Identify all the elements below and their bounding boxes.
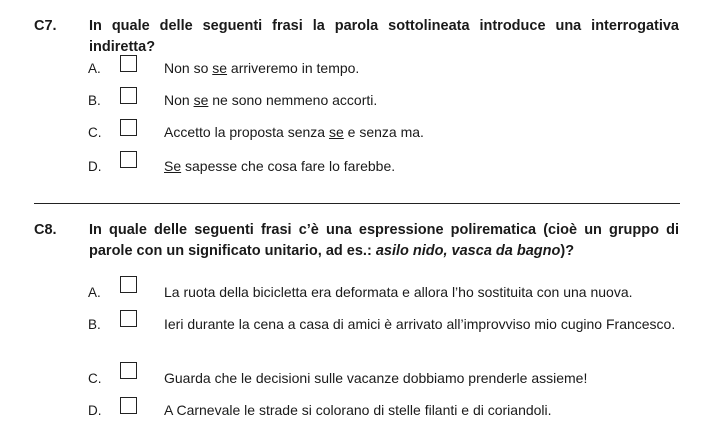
- option-letter: C.: [88, 371, 102, 386]
- option-text: Guarda che le decisioni sulle vacanze dobbiamo prenderle assieme!: [164, 370, 588, 386]
- answer-checkbox[interactable]: [120, 55, 137, 72]
- answer-checkbox[interactable]: [120, 151, 137, 168]
- option-letter: A.: [88, 61, 101, 76]
- answer-checkbox[interactable]: [120, 276, 137, 293]
- question-number-c8: C8.: [34, 222, 57, 238]
- question-text-c7: In quale delle seguenti frasi la parola sottolineata introduce una interrogativa indiretta?: [89, 18, 679, 55]
- question-text-c8: In quale delle seguenti frasi c’è una espressione polirematica (cioè un gruppo di parole con un significato unitario, ad es.: asilo nido, vasca da bagno)?: [89, 222, 679, 259]
- option-letter: B.: [88, 93, 101, 108]
- question-number-c7: C7.: [34, 18, 57, 34]
- option-letter: C.: [88, 125, 102, 140]
- option-text: La ruota della bicicletta era deformata e allora l’ho sostituita con una nuova.: [164, 284, 633, 300]
- section-divider: [34, 203, 680, 204]
- option-text: Non so se arriveremo in tempo.: [164, 60, 360, 76]
- option-letter: B.: [88, 317, 101, 332]
- underlined-word: se: [193, 92, 209, 108]
- example-italic: asilo nido, vasca da bagno: [375, 243, 561, 259]
- option-text: Non se ne sono nemmeno accorti.: [164, 92, 378, 108]
- answer-checkbox[interactable]: [120, 362, 137, 379]
- underlined-word: se: [329, 124, 344, 140]
- option-letter: D.: [88, 403, 102, 418]
- option-letter: A.: [88, 285, 101, 300]
- option-text: A Carnevale le strade si colorano di stelle filanti e di coriandoli.: [164, 402, 552, 418]
- answer-checkbox[interactable]: [120, 87, 137, 104]
- answer-checkbox[interactable]: [120, 310, 137, 327]
- underlined-word: Se: [164, 158, 182, 174]
- option-text: Ieri durante la cena a casa di amici è arrivato all’improvviso mio cugino Francesco.: [164, 316, 676, 332]
- option-letter: D.: [88, 159, 102, 174]
- option-text: Accetto la proposta senza se e senza ma.: [164, 124, 424, 140]
- option-text: Se sapesse che cosa fare lo farebbe.: [164, 158, 396, 174]
- answer-checkbox[interactable]: [120, 397, 137, 414]
- underlined-word: se: [212, 60, 228, 76]
- answer-checkbox[interactable]: [120, 119, 137, 136]
